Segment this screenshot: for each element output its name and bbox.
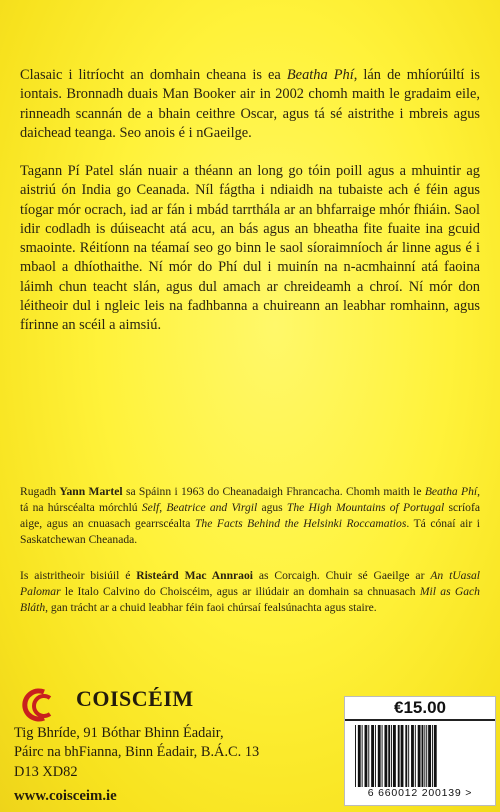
barcode-bar bbox=[418, 725, 421, 787]
bio-text: , gan trácht ar a chuid leabhar féin faoi chúrsaí fealsúnachta agus staire. bbox=[45, 601, 377, 614]
publisher-name: COISCÉIM bbox=[76, 686, 194, 711]
book-title: Beatrice and Virgil bbox=[166, 501, 258, 514]
barcode-bar bbox=[355, 725, 356, 787]
barcode-bar bbox=[415, 725, 416, 787]
barcode-bar bbox=[388, 725, 390, 787]
barcode-bar bbox=[368, 725, 369, 787]
barcode-bar bbox=[428, 725, 431, 787]
barcode-bar bbox=[362, 725, 363, 787]
barcode-bar bbox=[384, 725, 387, 787]
address-line-2: Páirc na bhFianna, Binn Éadair, B.Á.C. 13 bbox=[14, 744, 260, 760]
publisher-website-link[interactable]: www.coisceim.ie bbox=[14, 788, 117, 804]
book-title: The Facts Behind the Helsinki Roccamatios bbox=[194, 517, 407, 530]
barcode-bar bbox=[371, 725, 374, 787]
blurb-text: Clasaic i litríocht an domhain cheana is ea bbox=[20, 67, 287, 83]
bio-text: sa Spáinn i 1963 do Cheanadaigh Fhrancacha. Chomh maith le bbox=[122, 485, 425, 498]
bio-text: Rugadh bbox=[20, 485, 60, 498]
blurb-text: , lán de mhíorúiltí is iontais. Bronnadh duais Man Booker air in 2002 chomh maith le gradaim eile, rinneadh scannán de a bhain ceithre Oscar, agus tá sé aistrithe i mbreis agus daichead teanga. Seo anois é i nGaeilge. bbox=[20, 67, 481, 141]
barcode-bar bbox=[426, 725, 427, 787]
translator-bio bbox=[20, 568, 480, 616]
barcode-bar bbox=[432, 725, 433, 787]
bio-text: scríofa aige, agus an cnuasach gearrscéalta bbox=[20, 501, 480, 530]
barcode-bar bbox=[382, 725, 383, 787]
book-title-italic: Beatha Phí bbox=[286, 67, 354, 83]
barcode-bar bbox=[405, 725, 407, 787]
barcode-icon bbox=[353, 725, 487, 787]
translator-name: Risteárd Mac Annraoi bbox=[136, 569, 253, 582]
barcode-bar bbox=[358, 725, 361, 787]
price-tag: €15.00 bbox=[345, 697, 495, 721]
barcode-digits: 6 660012 200139 > bbox=[367, 787, 473, 799]
book-title: An tUasal Palomar bbox=[20, 569, 480, 598]
barcode-bar bbox=[434, 725, 437, 787]
bio-text: le Italo Calvino do Choiscéim, agus ar iliúdair an domhain sa chnuasach bbox=[60, 585, 420, 598]
bio-text: agus bbox=[257, 501, 287, 514]
address-line-1: Tig Bhríde, 91 Bóthar Bhinn Éadair, bbox=[14, 725, 224, 741]
author-bio bbox=[20, 484, 480, 548]
barcode-bar bbox=[424, 725, 425, 787]
barcode-bar bbox=[422, 725, 424, 787]
barcode-bar bbox=[391, 725, 392, 787]
barcode-bar bbox=[408, 725, 409, 787]
author-name: Yann Martel bbox=[59, 485, 123, 498]
barcode-bar bbox=[393, 725, 396, 787]
book-title: The High Mountains of Portugal bbox=[286, 501, 445, 514]
barcode-bar bbox=[401, 725, 404, 787]
bio-text: , tá na húrscéalta mórchlú bbox=[20, 485, 480, 514]
address-line-3: D13 XD82 bbox=[14, 764, 78, 780]
book-title: Self bbox=[141, 501, 160, 514]
bio-text: as Corcaigh. Chuir sé Gaeilge ar bbox=[252, 569, 431, 582]
bio-text: . Tá cónaí air i Saskatchewan Cheanada. bbox=[20, 517, 480, 546]
bio-text: , bbox=[159, 501, 167, 514]
book-title: Beatha Phí bbox=[424, 485, 478, 498]
coisceim-logo-icon bbox=[14, 684, 56, 726]
barcode-bar bbox=[411, 725, 414, 787]
blurb-paragraph-2: Tagann Pí Patel slán nuair a théann an long go tóin poill agus a mhuintir ag aistriú ón India go Ceanada. Níl fágtha i ndiaidh na tubaiste ach é féin agus tíogar mór ocrach, iad ar fán i mbád tarrthála ar an bhfarraige mhór fhiáin. Saol idir codladh is dúiseacht atá acu, an bás agus an bheatha fite fuaite ina gcuid smaointe. Réitíonn na téamaí seo go binn le saol síoraimníoch ár linne agus é i mbaol a dhíothaithe. Ní mór do Phí dul i muinín na n-acmhainní atá faoina láimh chun teacht slán, agus dul amach ar chreideamh a chroí. Ní mór don léitheoir dul i ngleic leis na fadhbanna a chuireann an leabhar romhainn, agus fírinne an scéil a aimsiú. bbox=[20, 163, 480, 334]
barcode-label bbox=[344, 696, 496, 806]
bio-text: Is aistritheoir bisiúil é bbox=[20, 569, 137, 582]
barcode-bar bbox=[398, 725, 400, 787]
barcode-bar bbox=[375, 725, 376, 787]
barcode-bar bbox=[365, 725, 368, 787]
book-title: Mil as Gach Bláth bbox=[20, 585, 480, 614]
barcode-bar bbox=[378, 725, 381, 787]
blurb-paragraph-1 bbox=[20, 66, 480, 143]
